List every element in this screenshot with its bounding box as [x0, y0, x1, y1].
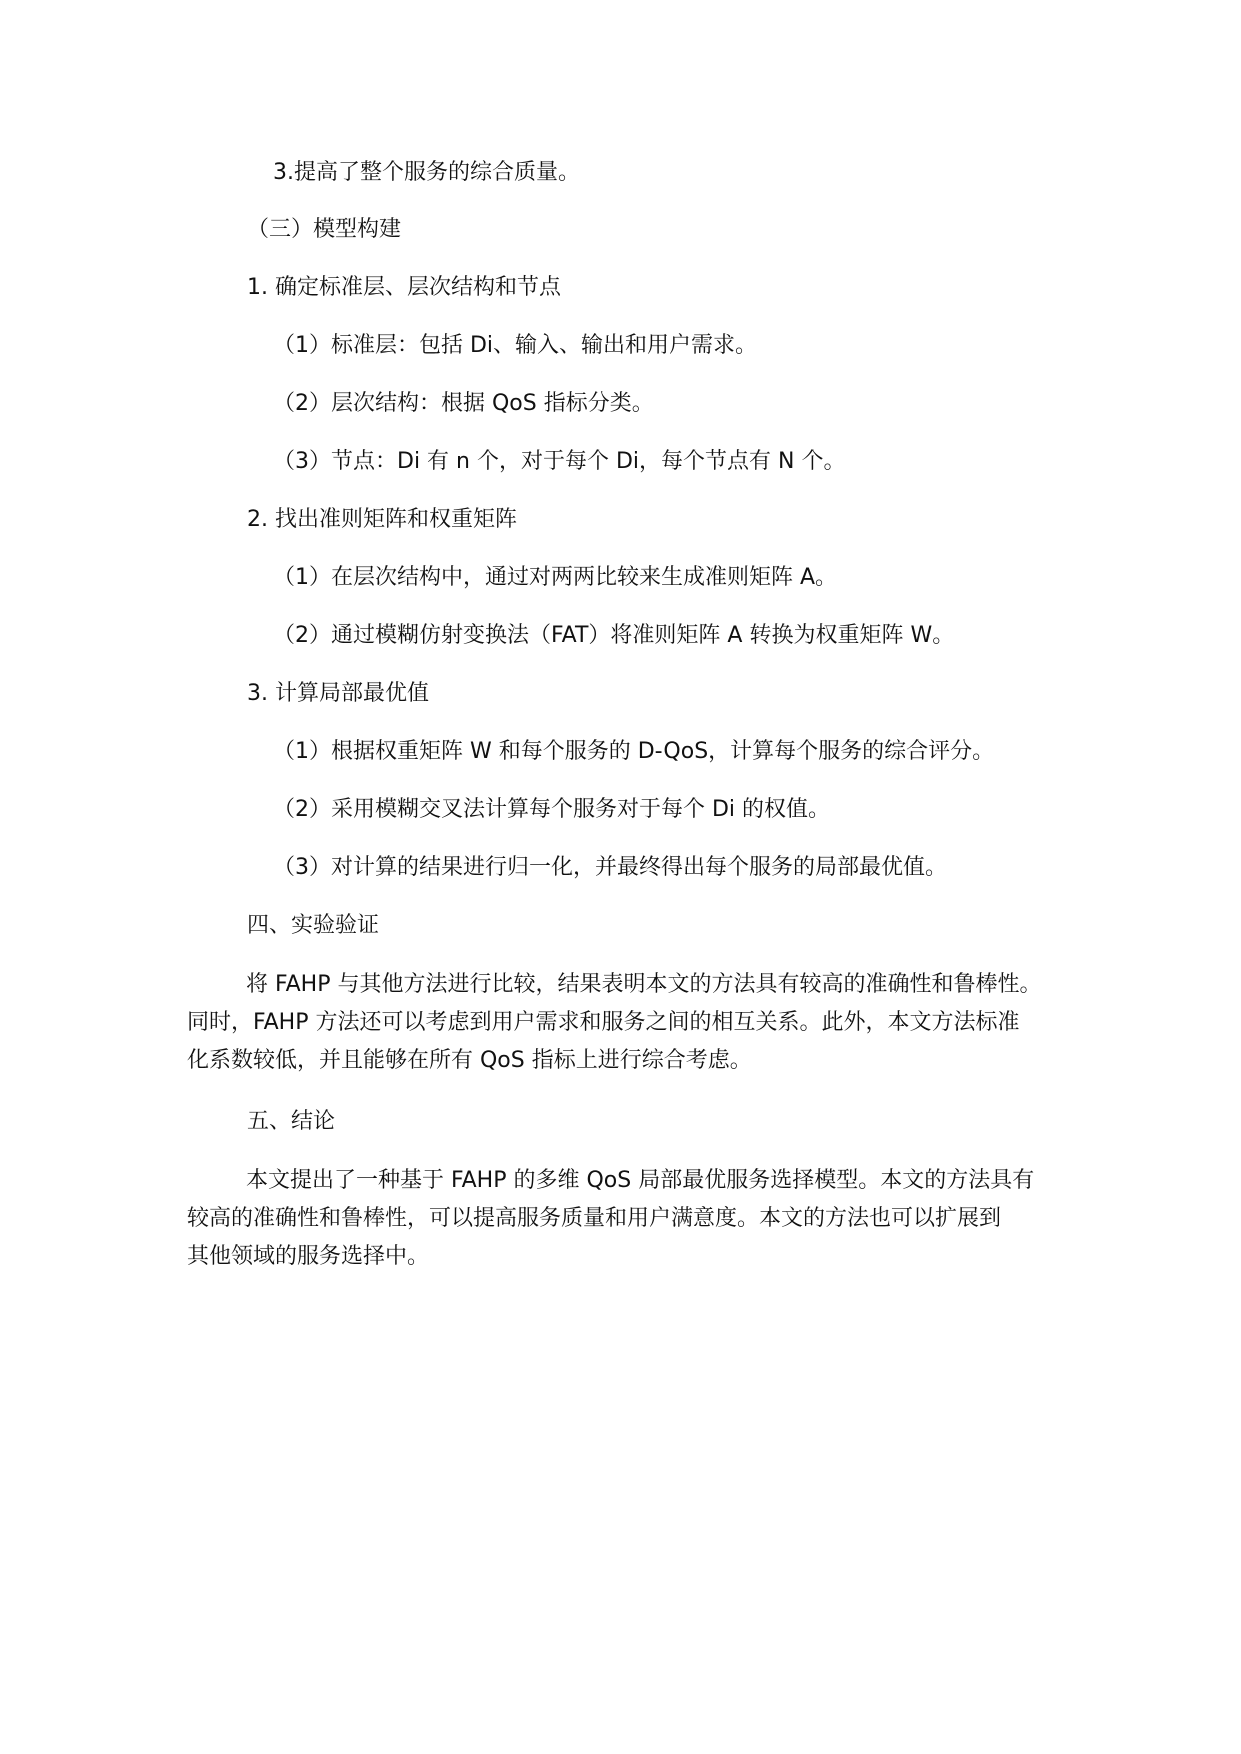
paragraph-line: 本文提出了一种基于 FAHP 的多维 QoS 局部最优服务选择模型。本文的方法具有	[246, 1168, 1035, 1193]
paragraph-line: 同时，FAHP 方法还可以考虑到用户需求和服务之间的相互关系。此外，本文方法标准	[187, 1010, 1020, 1035]
section-heading-conclusion: 五、结论	[247, 1109, 336, 1134]
step-heading-2: 2. 找出准则矩阵和权重矩阵	[247, 507, 517, 532]
paragraph-experiment	[187, 966, 1057, 1080]
sub-item-2-2: （2）通过模糊仿射变换法（FAT）将准则矩阵 A 转换为权重矩阵 W。	[273, 623, 955, 648]
sub-item-3-3: （3）对计算的结果进行归一化，并最终得出每个服务的局部最优值。	[273, 855, 947, 880]
paragraph-line: 其他领域的服务选择中。	[187, 1244, 430, 1269]
paragraph-line: 较高的准确性和鲁棒性，可以提高服务质量和用户满意度。本文的方法也可以扩展到	[187, 1206, 1002, 1231]
sub-item-2-1: （1）在层次结构中，通过对两两比较来生成准则矩阵 A。	[273, 565, 838, 590]
sub-item-1-2: （2）层次结构：根据 QoS 指标分类。	[273, 391, 654, 416]
step-heading-1: 1. 确定标准层、层次结构和节点	[247, 275, 561, 300]
sub-item-1-1: （1）标准层：包括 Di、输入、输出和用户需求。	[273, 333, 758, 358]
list-item-3: 3.提高了整个服务的综合质量。	[273, 160, 580, 185]
paragraph-conclusion	[187, 1162, 1057, 1276]
paragraph-line: 化系数较低，并且能够在所有 QoS 指标上进行综合考虑。	[187, 1048, 752, 1073]
sub-item-3-1: （1）根据权重矩阵 W 和每个服务的 D-QoS，计算每个服务的综合评分。	[273, 739, 995, 764]
sub-item-3-2: （2）采用模糊交叉法计算每个服务对于每个 Di 的权值。	[273, 797, 831, 822]
sub-item-1-3: （3）节点：Di 有 n 个，对于每个 Di，每个节点有 N 个。	[273, 449, 846, 474]
paragraph-line: 将 FAHP 与其他方法进行比较，结果表明本文的方法具有较高的准确性和鲁棒性。	[246, 972, 1042, 997]
step-heading-3: 3. 计算局部最优值	[247, 681, 429, 706]
section-heading-model-construction: （三）模型构建	[247, 217, 402, 242]
section-heading-experiment: 四、实验验证	[247, 913, 380, 938]
